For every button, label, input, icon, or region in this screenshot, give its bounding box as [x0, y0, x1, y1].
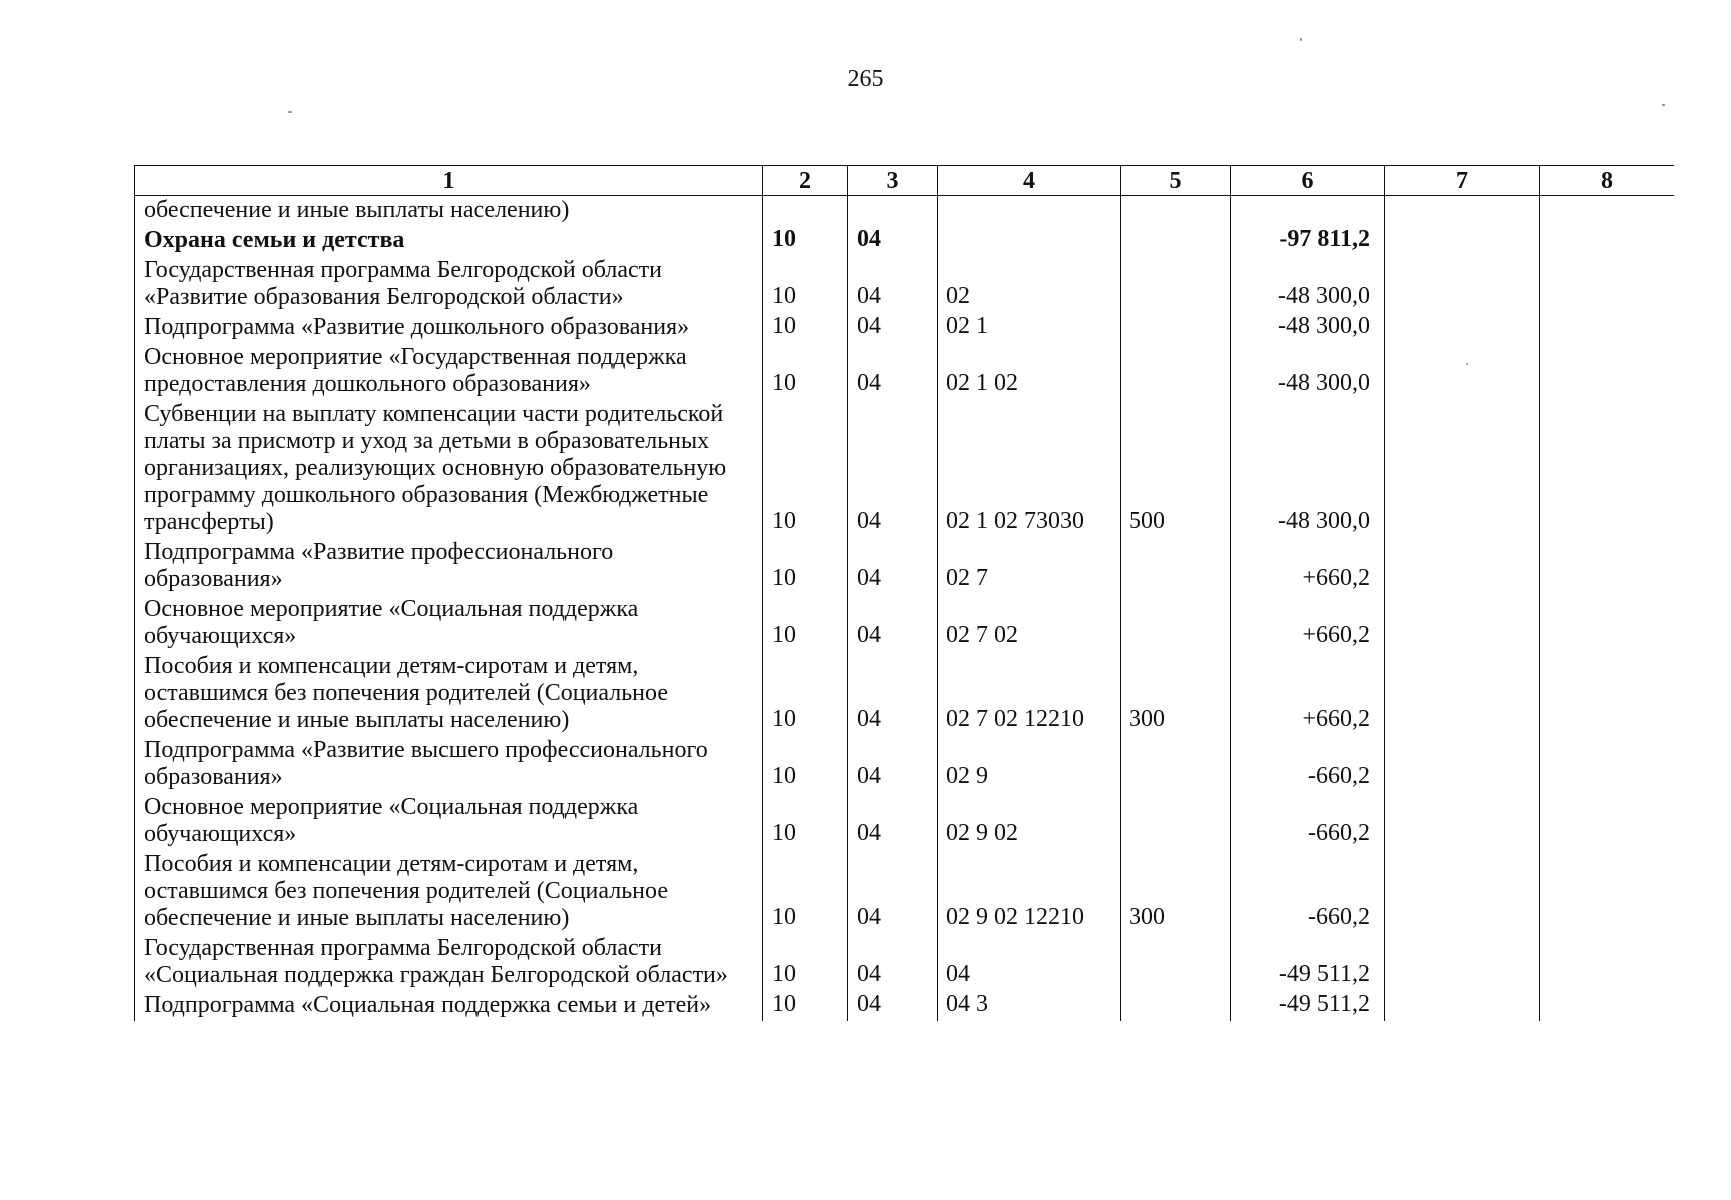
row-subsection-cell: 04	[848, 226, 938, 256]
row-section-cell: 10	[763, 343, 848, 400]
row-target-code-cell: 02 1	[938, 313, 1121, 343]
row-target-code-cell: 02 7	[938, 538, 1121, 595]
table-row	[135, 226, 1675, 256]
row-col7-cell	[1385, 991, 1540, 1021]
row-expense-type-cell	[1121, 793, 1231, 850]
row-amount-cell: -48 300,0	[1231, 313, 1385, 343]
row-name-cell: Охрана семьи и детства	[135, 226, 763, 256]
row-expense-type-cell	[1121, 313, 1231, 343]
row-section-cell: 10	[763, 595, 848, 652]
row-section-cell: 10	[763, 256, 848, 313]
row-target-code-cell: 02	[938, 256, 1121, 313]
row-col8-cell	[1540, 256, 1675, 313]
header-col-1: 1	[135, 166, 763, 196]
row-subsection-cell: 04	[848, 256, 938, 313]
row-section-cell: 10	[763, 400, 848, 538]
row-section-cell: 10	[763, 991, 848, 1021]
row-target-code-cell: 04 3	[938, 991, 1121, 1021]
table-row	[135, 256, 1675, 313]
row-expense-type-cell	[1121, 736, 1231, 793]
header-col-4: 4	[938, 166, 1121, 196]
row-col8-cell	[1540, 991, 1675, 1021]
table-row	[135, 313, 1675, 343]
row-target-code-cell: 02 1 02 73030	[938, 400, 1121, 538]
row-col7-cell	[1385, 400, 1540, 538]
row-amount-cell: -48 300,0	[1231, 256, 1385, 313]
row-col8-cell	[1540, 934, 1675, 991]
row-col7-cell	[1385, 652, 1540, 736]
row-subsection-cell: 04	[848, 313, 938, 343]
row-col7-cell	[1385, 196, 1540, 227]
row-expense-type-cell: 300	[1121, 652, 1231, 736]
row-col7-cell	[1385, 313, 1540, 343]
row-expense-type-cell	[1121, 226, 1231, 256]
row-col7-cell	[1385, 850, 1540, 934]
row-target-code-cell: 02 7 02 12210	[938, 652, 1121, 736]
row-name-cell: Государственная программа Белгородской области «Развитие образования Белгородской области»	[135, 256, 763, 313]
row-amount-cell: -660,2	[1231, 793, 1385, 850]
row-section-cell: 10	[763, 736, 848, 793]
table-header	[135, 166, 1675, 196]
row-section-cell	[763, 196, 848, 227]
row-col8-cell	[1540, 400, 1675, 538]
table-row	[135, 196, 1675, 227]
budget-table-frame	[134, 165, 1674, 1100]
row-expense-type-cell	[1121, 256, 1231, 313]
table-row	[135, 991, 1675, 1021]
table-row	[135, 934, 1675, 991]
row-col8-cell	[1540, 313, 1675, 343]
row-col7-cell	[1385, 793, 1540, 850]
row-section-cell: 10	[763, 538, 848, 595]
row-name-cell: Основное мероприятие «Социальная поддержка обучающихся»	[135, 793, 763, 850]
row-subsection-cell: 04	[848, 991, 938, 1021]
row-subsection-cell: 04	[848, 400, 938, 538]
row-name-cell: Основное мероприятие «Социальная поддержка обучающихся»	[135, 595, 763, 652]
row-name-cell: обеспечение и иные выплаты населению)	[135, 196, 763, 227]
header-row	[135, 166, 1675, 196]
row-name-cell: Государственная программа Белгородской области «Социальная поддержка граждан Белгородской области»	[135, 934, 763, 991]
scan-speck	[1300, 38, 1302, 41]
row-col8-cell	[1540, 538, 1675, 595]
row-amount-cell: -660,2	[1231, 850, 1385, 934]
row-col8-cell	[1540, 196, 1675, 227]
row-col7-cell	[1385, 226, 1540, 256]
row-name-cell: Пособия и компенсации детям-сиротам и детям, оставшимся без попечения родителей (Социальное обеспечение и иные выплаты населению)	[135, 652, 763, 736]
row-subsection-cell: 04	[848, 595, 938, 652]
row-col7-cell	[1385, 934, 1540, 991]
row-expense-type-cell	[1121, 991, 1231, 1021]
row-name-cell: Подпрограмма «Социальная поддержка семьи и детей»	[135, 991, 763, 1021]
header-col-7: 7	[1385, 166, 1540, 196]
table-row	[135, 850, 1675, 934]
row-amount-cell: -660,2	[1231, 736, 1385, 793]
row-subsection-cell: 04	[848, 736, 938, 793]
row-col8-cell	[1540, 226, 1675, 256]
row-subsection-cell: 04	[848, 538, 938, 595]
row-amount-cell: -49 511,2	[1231, 991, 1385, 1021]
row-amount-cell: +660,2	[1231, 538, 1385, 595]
row-expense-type-cell: 500	[1121, 400, 1231, 538]
row-target-code-cell: 04	[938, 934, 1121, 991]
row-col8-cell	[1540, 343, 1675, 400]
row-expense-type-cell	[1121, 343, 1231, 400]
header-col-5: 5	[1121, 166, 1231, 196]
header-col-2: 2	[763, 166, 848, 196]
row-subsection-cell: 04	[848, 934, 938, 991]
row-col7-cell	[1385, 343, 1540, 400]
row-name-cell: Субвенции на выплату компенсации части родительской платы за присмотр и уход за детьми в образовательных организациях, реализующих основную образовательную программу дошкольного образования (Межбюджетные трансферты)	[135, 400, 763, 538]
row-amount-cell: -48 300,0	[1231, 400, 1385, 538]
row-col8-cell	[1540, 652, 1675, 736]
row-col7-cell	[1385, 256, 1540, 313]
row-target-code-cell: 02 9 02 12210	[938, 850, 1121, 934]
row-target-code-cell: 02 7 02	[938, 595, 1121, 652]
row-section-cell: 10	[763, 226, 848, 256]
table-row	[135, 343, 1675, 400]
table-row	[135, 793, 1675, 850]
row-target-code-cell	[938, 226, 1121, 256]
header-col-8: 8	[1540, 166, 1675, 196]
row-expense-type-cell	[1121, 595, 1231, 652]
row-name-cell: Подпрограмма «Развитие дошкольного образования»	[135, 313, 763, 343]
row-target-code-cell	[938, 196, 1121, 227]
row-amount-cell	[1231, 196, 1385, 227]
row-expense-type-cell	[1121, 196, 1231, 227]
row-section-cell: 10	[763, 793, 848, 850]
row-expense-type-cell	[1121, 934, 1231, 991]
table-row	[135, 736, 1675, 793]
table-row	[135, 595, 1675, 652]
row-name-cell: Основное мероприятие «Государственная поддержка предоставления дошкольного образования»	[135, 343, 763, 400]
row-amount-cell: -49 511,2	[1231, 934, 1385, 991]
header-col-3: 3	[848, 166, 938, 196]
page-number: 265	[847, 66, 884, 92]
row-amount-cell: -97 811,2	[1231, 226, 1385, 256]
row-name-cell: Подпрограмма «Развитие высшего профессионального образования»	[135, 736, 763, 793]
table-row	[135, 538, 1675, 595]
row-section-cell: 10	[763, 652, 848, 736]
row-col8-cell	[1540, 850, 1675, 934]
row-col7-cell	[1385, 736, 1540, 793]
row-amount-cell: +660,2	[1231, 652, 1385, 736]
row-col8-cell	[1540, 736, 1675, 793]
row-col8-cell	[1540, 793, 1675, 850]
row-col7-cell	[1385, 538, 1540, 595]
row-subsection-cell	[848, 196, 938, 227]
row-amount-cell: +660,2	[1231, 595, 1385, 652]
table-body	[135, 196, 1675, 1022]
row-col7-cell	[1385, 595, 1540, 652]
scan-speck	[1662, 104, 1665, 106]
budget-table	[134, 165, 1674, 1021]
scan-speck	[1466, 363, 1468, 365]
row-expense-type-cell: 300	[1121, 850, 1231, 934]
row-target-code-cell: 02 9 02	[938, 793, 1121, 850]
row-name-cell: Подпрограмма «Развитие профессионального образования»	[135, 538, 763, 595]
row-target-code-cell: 02 1 02	[938, 343, 1121, 400]
scan-speck	[288, 111, 292, 113]
row-subsection-cell: 04	[848, 793, 938, 850]
row-target-code-cell: 02 9	[938, 736, 1121, 793]
table-row	[135, 400, 1675, 538]
row-amount-cell: -48 300,0	[1231, 343, 1385, 400]
row-col8-cell	[1540, 595, 1675, 652]
row-subsection-cell: 04	[848, 850, 938, 934]
row-section-cell: 10	[763, 850, 848, 934]
row-expense-type-cell	[1121, 538, 1231, 595]
header-col-6: 6	[1231, 166, 1385, 196]
row-subsection-cell: 04	[848, 343, 938, 400]
table-row	[135, 652, 1675, 736]
row-section-cell: 10	[763, 934, 848, 991]
row-section-cell: 10	[763, 313, 848, 343]
row-subsection-cell: 04	[848, 652, 938, 736]
row-name-cell: Пособия и компенсации детям-сиротам и детям, оставшимся без попечения родителей (Социальное обеспечение и иные выплаты населению)	[135, 850, 763, 934]
